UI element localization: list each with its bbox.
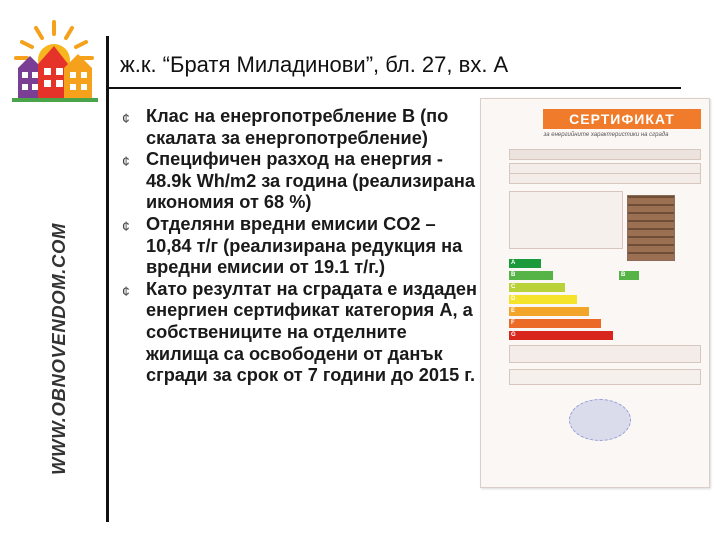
title-underline bbox=[106, 87, 681, 89]
bullet-text: Специфичен разход на енергия - 48.9k Wh/m2 за година (реализирана икономия от 68 %) bbox=[146, 149, 475, 213]
energy-class-bar: E bbox=[509, 307, 589, 316]
certificate-header: СЕРТИФИКАТ bbox=[543, 109, 701, 129]
stamp-icon bbox=[569, 399, 631, 441]
vertical-divider bbox=[106, 36, 109, 522]
building-photo-icon bbox=[627, 195, 675, 261]
bullet-text: Отделяни вредни емисии CO2 – 10,84 т/г (реализирана редукция на вредни емисии от 19.1 т/г.) bbox=[146, 213, 463, 278]
bullet-item bbox=[122, 279, 477, 387]
bullet-list bbox=[122, 106, 477, 387]
site-url-vertical: WWW.OBNOVENDOM.COM bbox=[48, 223, 69, 475]
bullet-text: Клас на енергопотребление В (по скалата за енергопотребление) bbox=[146, 106, 449, 148]
certificate-info-row bbox=[509, 173, 701, 184]
energy-class-bar: F bbox=[509, 319, 601, 328]
certificate-subtitle: за енергийните характеристики на сграда bbox=[543, 132, 669, 138]
certificate-info-row bbox=[509, 345, 701, 363]
energy-certificate-image bbox=[480, 98, 710, 488]
energy-class-bar: A bbox=[509, 259, 541, 268]
energy-class-bar: D bbox=[509, 295, 577, 304]
bullet-item bbox=[122, 106, 477, 149]
energy-class-bar: B bbox=[509, 271, 553, 280]
certificate-info-row bbox=[509, 369, 701, 385]
certificate-data-table bbox=[509, 191, 623, 249]
bullet-item bbox=[122, 214, 477, 279]
bullet-marker-icon: ¢ bbox=[122, 110, 130, 126]
bullet-item bbox=[122, 149, 477, 214]
page-title: ж.к. “Братя Миладинови”, бл. 27, вх. А bbox=[120, 52, 509, 77]
current-class-marker: B bbox=[619, 271, 639, 280]
sun-houses-logo-icon bbox=[8, 14, 100, 106]
bullet-marker-icon: ¢ bbox=[122, 153, 130, 170]
bullet-text: Като резултат на сградата е издаден енергиен сертификат категория А, а собствениците на отделните жилища са освободени от данък сгради за срок от 7 години до 2015 г. bbox=[146, 278, 477, 386]
energy-class-bar: C bbox=[509, 283, 565, 292]
certificate-info-row bbox=[509, 149, 701, 160]
energy-class-bar: G bbox=[509, 331, 613, 340]
bullet-marker-icon: ¢ bbox=[122, 282, 130, 299]
bullet-marker-icon: ¢ bbox=[122, 217, 130, 234]
